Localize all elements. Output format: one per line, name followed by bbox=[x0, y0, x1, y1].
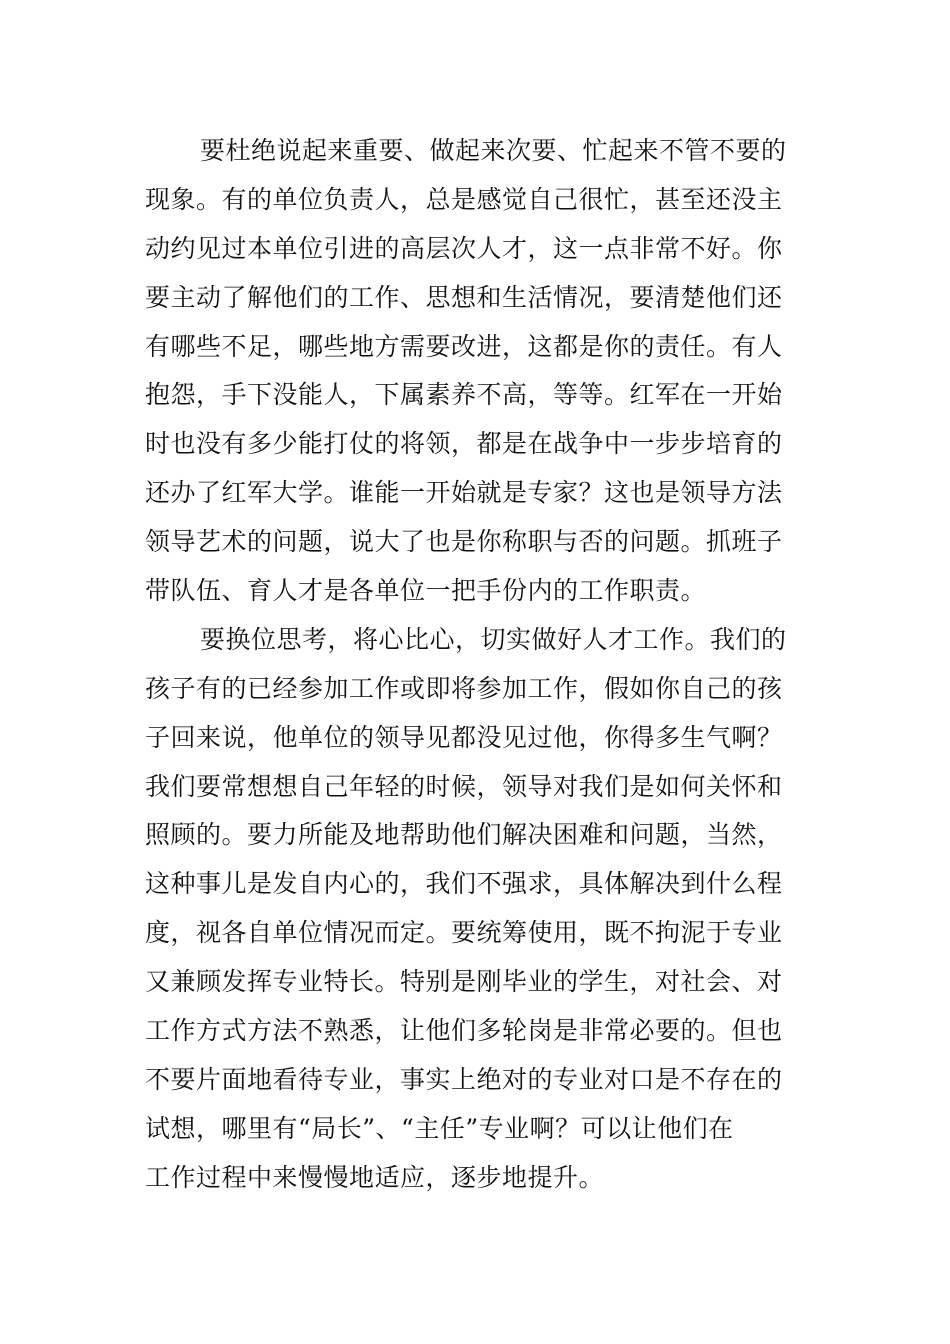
paragraph-line: 要主动了解他们的工作、思想和生活情况，要清楚他们还 bbox=[145, 282, 783, 312]
paragraph-line: 现象。有的单位负责人，总是感觉自己很忙，甚至还没主 bbox=[145, 184, 783, 214]
paragraph-line: 有哪些不足，哪些地方需要改进，这都是你的责任。有人 bbox=[145, 331, 783, 361]
paragraph-line: 我们要常想想自己年轻的时候，领导对我们是如何关怀和 bbox=[145, 771, 783, 801]
paragraph-line: 度，视各自单位情况而定。要统筹使用，既不拘泥于专业 bbox=[145, 918, 783, 948]
paragraph-1 bbox=[145, 127, 807, 616]
paragraph-line: 时也没有多少能打仗的将领，都是在战争中一步步培育的 bbox=[145, 429, 783, 459]
paragraph-line: 工作过程中来慢慢地适应，逐步地提升。 bbox=[145, 1162, 605, 1192]
paragraph-line: 照顾的。要力所能及地帮助他们解决困难和问题，当然， bbox=[145, 820, 783, 850]
paragraph-line: 带队伍、育人才是各单位一把手份内的工作职责。 bbox=[145, 576, 707, 606]
paragraph-line: 动约见过本单位引进的高层次人才，这一点非常不好。你 bbox=[145, 233, 783, 263]
paragraph-line: 子回来说，他单位的领导见都没见过他，你得多生气啊？ bbox=[145, 722, 783, 752]
paragraph-line: 领导艺术的问题，说大了也是你称职与否的问题。抓班子 bbox=[145, 527, 783, 557]
paragraph-line: 抱怨，手下没能人，下属素养不高，等等。红军在一开始 bbox=[145, 380, 783, 410]
paragraph-line: 还办了红军大学。谁能一开始就是专家？这也是领导方法 bbox=[145, 478, 783, 508]
paragraph-line: 要杜绝说起来重要、做起来次要、忙起来不管不要的 bbox=[200, 136, 787, 165]
document-body bbox=[145, 127, 807, 1203]
paragraph-line: 工作方式方法不熟悉，让他们多轮岗是非常必要的。但也 bbox=[145, 1016, 783, 1046]
paragraph-2 bbox=[145, 616, 807, 1203]
paragraph-line: 又兼顾发挥专业特长。特别是刚毕业的学生，对社会、对 bbox=[145, 967, 783, 997]
paragraph-line: 试想，哪里有“局长”、“主任”专业啊？可以让他们在 bbox=[145, 1113, 734, 1143]
paragraph-line: 不要片面地看待专业，事实上绝对的专业对口是不存在的 bbox=[145, 1064, 783, 1094]
paragraph-line: 这种事儿是发自内心的，我们不强求，具体解决到什么程 bbox=[145, 869, 783, 899]
paragraph-line: 孩子有的已经参加工作或即将参加工作，假如你自己的孩 bbox=[145, 673, 783, 703]
paragraph-line: 要换位思考，将心比心，切实做好人才工作。我们的 bbox=[200, 624, 787, 654]
